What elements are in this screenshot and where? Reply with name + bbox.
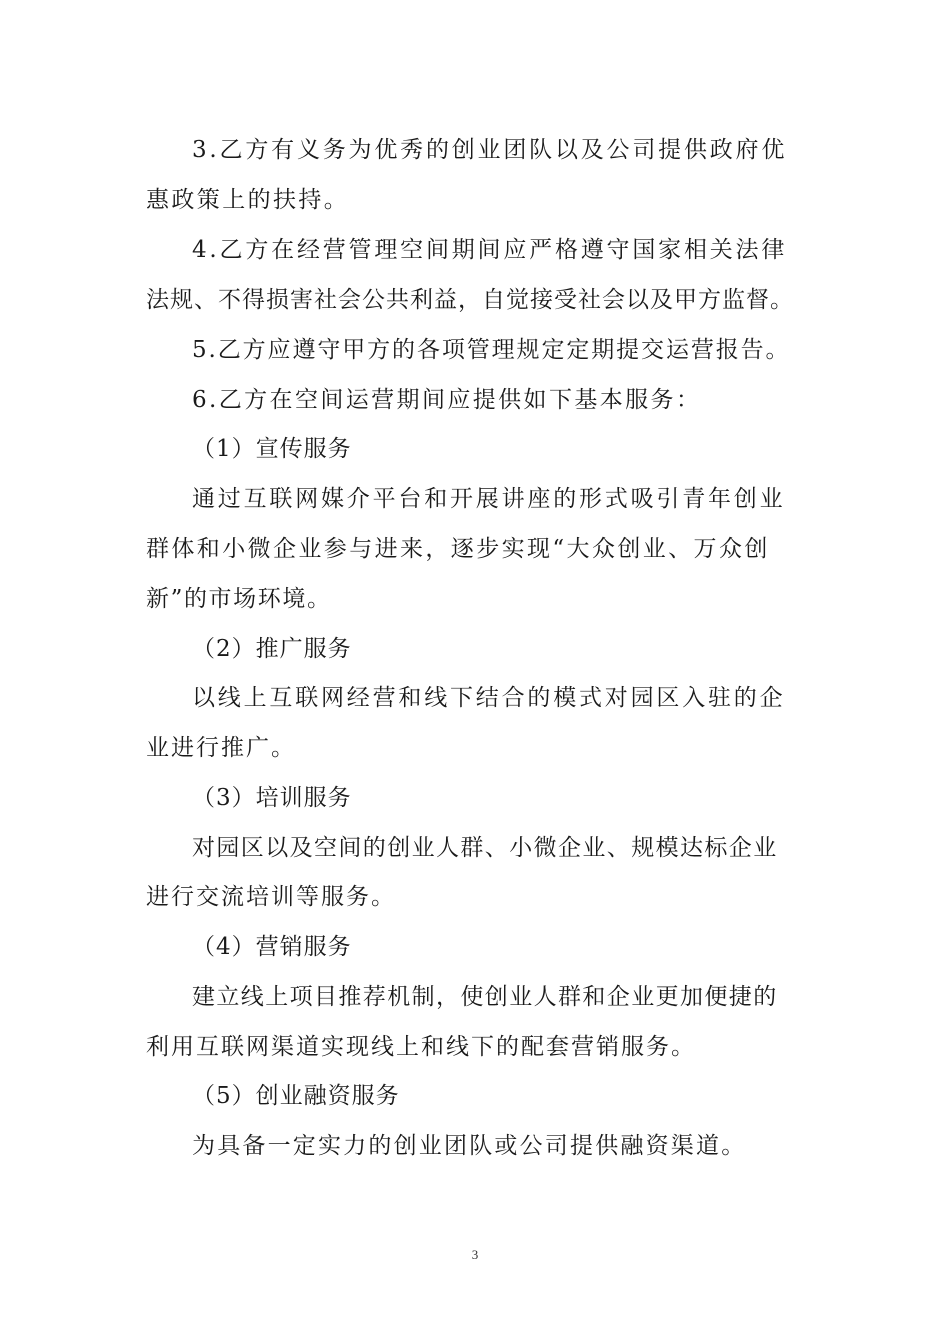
heading-publicity-service: （1）宣传服务 [192,436,352,462]
page-number: 3 [471,1247,479,1262]
heading-training-service: （3）培训服务 [192,785,352,811]
promotion-line-2: 业进行推广。 [146,735,296,761]
paragraph-6-line-1: 6.乙方在空间运营期间应提供如下基本服务： [192,387,702,413]
marketing-line-2: 利用互联网渠道实现线上和线下的配套营销服务。 [146,1034,696,1060]
paragraph-5-line-1: 5.乙方应遵守甲方的各项管理规定定期提交运营报告。 [192,337,791,363]
paragraph-4-line-2: 法规、不得损害社会公共利益，自觉接受社会以及甲方监督。 [146,287,794,313]
training-line-2: 进行交流培训等服务。 [146,884,396,910]
publicity-line-1: 通过互联网媒介平台和开展讲座的形式吸引青年创业 [192,486,786,512]
promotion-line-1: 以线上互联网经营和线下结合的模式对园区入驻的企 [192,685,786,711]
paragraph-3-line-2: 惠政策上的扶持。 [146,187,350,213]
marketing-line-1: 建立线上项目推荐机制，使创业人群和企业更加便捷的 [192,984,778,1010]
publicity-line-2: 群体和小微企业参与进来，逐步实现“大众创业、万众创 [146,536,770,562]
paragraph-3-line-1: 3.乙方有义务为优秀的创业团队以及公司提供政府优 [192,137,788,163]
heading-marketing-service: （4）营销服务 [192,934,352,960]
training-line-1: 对园区以及空间的创业人群、小微企业、规模达标企业 [192,835,778,861]
heading-promotion-service: （2）推广服务 [192,636,352,662]
paragraph-4-line-1: 4.乙方在经营管理空间期间应严格遵守国家相关法律 [192,237,788,263]
heading-financing-service: （5）创业融资服务 [192,1083,400,1109]
financing-line-1: 为具备一定实力的创业团队或公司提供融资渠道。 [192,1133,747,1159]
publicity-line-3: 新”的市场环境。 [146,586,332,612]
